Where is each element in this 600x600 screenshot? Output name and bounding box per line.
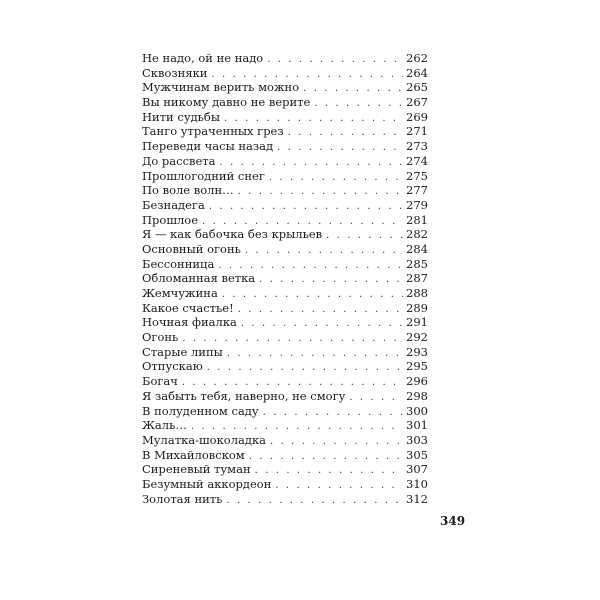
toc-entry-title: Какое счастье! [142,300,234,315]
dot-leader [263,406,403,421]
toc-entry [142,80,428,95]
toc-entry-page: 287 [406,271,428,286]
toc-entry [142,492,428,507]
toc-entry-title: Бессонница [142,256,215,271]
toc-entry-title: Мужчинам верить можно [142,80,300,95]
toc-entry [142,154,428,169]
toc-entry-page: 288 [406,286,428,300]
toc-entry-page: 295 [406,359,428,374]
toc-entry-page: 284 [406,241,428,256]
dot-leader [303,82,403,97]
dot-leader [245,244,403,259]
toc-entry-page: 305 [406,447,428,462]
toc-entry [142,418,428,433]
dot-leader [207,361,403,376]
toc-entry-page: 277 [406,183,428,198]
toc-entry-page: 291 [406,315,428,330]
toc-entry-title: Обломанная ветка [142,271,256,286]
dot-leader [222,288,403,303]
toc-entry-page: 301 [406,418,428,433]
toc-entry-page: 303 [406,432,428,447]
toc-entry-page: 282 [406,227,428,242]
dot-leader [275,479,403,494]
dot-leader [267,53,403,68]
toc-entry-title: Сиреневый туман [142,462,251,477]
dot-leader [227,347,403,362]
dot-leader [209,200,403,215]
dot-leader [288,126,403,141]
toc-entry-page: 298 [406,388,428,403]
toc-entry-title: Жемчужина [142,286,218,300]
toc-entry [142,66,428,81]
toc-entry [142,433,428,448]
toc-entry [142,448,428,463]
toc-entry-title: Золотая нить [142,491,223,506]
toc-entry [142,330,428,345]
toc-entry-page: 296 [406,374,428,389]
toc-entry-title: Прошлое [142,212,199,227]
dot-leader [314,97,403,112]
toc-entry-page: 310 [406,476,428,491]
toc-entry [142,315,428,330]
toc-entry-page: 312 [406,491,428,506]
toc-entry-page: 264 [406,65,428,80]
toc-entry-title: Нити судьбы [142,109,221,124]
toc-entry-page: 274 [406,153,428,168]
dot-leader [277,141,403,156]
toc-entry-page: 275 [406,168,428,183]
dot-leader [238,303,403,318]
dot-leader [238,185,403,200]
toc-entry [142,286,428,301]
toc-entry-title: Основный огонь [142,241,241,256]
toc-entry-page: 262 [406,51,428,65]
toc-entry-title: Безнадега [142,197,205,212]
toc-entry-title: Вы никому давно не верите [142,95,311,110]
toc-entry-title: Танго утраченных грез [142,124,284,139]
dot-leader [269,171,403,186]
toc-entry [142,374,428,389]
toc-entry [142,271,428,286]
toc-entry [142,477,428,492]
toc-entry [142,139,428,154]
toc-entry-page: 300 [406,403,428,418]
toc-entry-page: 279 [406,197,428,212]
toc-entry [142,301,428,316]
toc-entry-title: Богач [142,374,178,389]
toc-entry [142,257,428,272]
toc-entry-title: Безумный аккордеон [142,476,272,491]
toc-entry-title: Переведи часы назад [142,139,274,154]
toc-entry [142,389,428,404]
dot-leader [249,450,403,465]
dot-leader [241,317,403,332]
toc-entry-title: Я — как бабочка без крыльев [142,227,323,242]
table-of-contents [142,51,428,506]
toc-entry [142,183,428,198]
toc-entry-title: Жаль… [142,418,187,433]
dot-leader [349,391,403,406]
toc-entry-page: 281 [406,212,428,227]
toc-entry-title: Не надо, ой не надо [142,51,264,65]
toc-entry [142,462,428,477]
toc-entry [142,51,428,66]
dot-leader [226,494,403,509]
toc-entry [142,124,428,139]
dot-leader [270,435,403,450]
toc-entry-page: 269 [406,109,428,124]
toc-entry-title: Сквозняки [142,65,208,80]
toc-entry [142,345,428,360]
toc-entry [142,95,428,110]
toc-entry-title: Отпускаю [142,359,203,374]
toc-entry [142,227,428,242]
toc-entry-page: 292 [406,330,428,345]
toc-entry-title: По воле волн… [142,183,234,198]
toc-entry [142,213,428,228]
toc-entry [142,359,428,374]
dot-leader [255,464,403,479]
toc-entry-title: Прошлогодний снег [142,168,265,183]
toc-entry-title: Огонь [142,330,179,345]
toc-entry [142,169,428,184]
toc-entry-title: Старые липы [142,344,223,359]
toc-entry-page: 271 [406,124,428,139]
page-number: 349 [440,514,466,528]
toc-entry-page: 307 [406,462,428,477]
toc-entry [142,198,428,213]
toc-entry-title: Мулатка-шоколадка [142,432,267,447]
toc-entry-title: Я забыть тебя, наверно, не смогу [142,388,346,403]
toc-entry-title: До рассвета [142,153,216,168]
toc-entry [142,242,428,257]
toc-entry [142,110,428,125]
toc-entry-page: 293 [406,344,428,359]
toc-entry-title: Ночная фиалка [142,315,237,330]
toc-entry-page: 289 [406,300,428,315]
toc-entry-page: 267 [406,95,428,110]
dot-leader [259,273,403,288]
toc-entry-title: В Михайловском [142,447,245,462]
toc-entry-page: 285 [406,256,428,271]
dot-leader [326,229,403,244]
toc-entry-page: 273 [406,139,428,154]
toc-entry [142,404,428,419]
toc-entry-page: 265 [406,80,428,95]
toc-entry-title: В полуденном саду [142,403,259,418]
